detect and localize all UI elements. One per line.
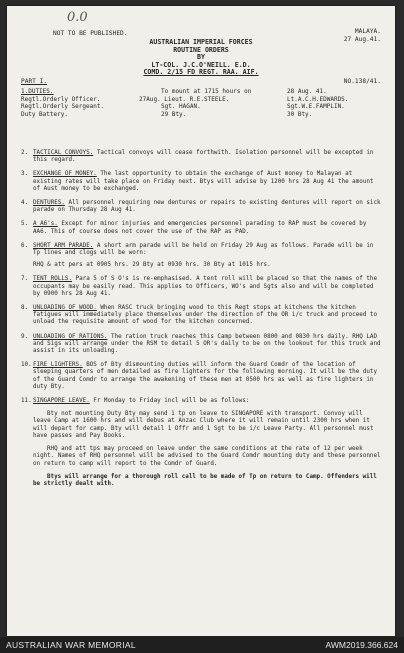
archive-footer <box>0 637 404 653</box>
duties-cell: 28 Aug. 41. <box>287 88 327 95</box>
duties-cell: Regtl.Orderly Officer. <box>21 95 101 103</box>
item-text: The ration truck reaches this Camp between 0800 and 0830 hrs daily. RHQ LAD and Sigs will arrange under the RSM to detail 5 OR's daily to be on the lookout for this truck and assist in its unloading. <box>33 333 381 355</box>
duties-cell: 1.DUTIES. <box>21 88 54 95</box>
heading-line-1: AUSTRALIAN IMPERIAL FORCES <box>149 38 253 46</box>
document-page <box>7 6 395 636</box>
duties-table <box>21 88 381 118</box>
item-title: UNLOADING OF RATIONS. <box>33 333 108 340</box>
archive-id: AWM2019.366.624 <box>325 640 398 650</box>
duties-cell: Regtl.Orderly Sergeant. <box>21 103 105 111</box>
duties-cell: To mount at 1715 hours on <box>161 88 252 95</box>
order-item <box>21 305 383 327</box>
item-text: When RASC truck bringing wood to this Regt stops at kitchens the kitchen fatigues will immediately place themselves under the direction of the OR i/c truck and proceed to unload the requisite amount of wood for the kitchen concerned. <box>33 305 378 326</box>
duties-cell: Duty Battery. <box>21 110 68 118</box>
order-number: NO.138/41. <box>343 78 381 85</box>
date: 27 Aug.41. <box>343 36 381 43</box>
part-label: PART I. <box>21 78 48 85</box>
item-title: TACTICAL CONVOYS. <box>33 150 94 156</box>
item-paragraph: RHQ and att tps may proceed on leave under the same conditions at the rate of 12 per week night. Names of RHQ personnel will be advised to the Guard Comdr mounting duty and these personnel on return to camp will report to the Comdr of Guard. <box>33 446 381 467</box>
item-title: UNLOADING OF WOOD. <box>33 305 97 312</box>
item-number: 7. <box>21 276 29 283</box>
duties-row <box>21 96 381 104</box>
item-number: 10. <box>21 362 32 369</box>
item-text: Fr Monday to Friday incl will be as follows: <box>89 398 250 405</box>
place: MALAYA. <box>354 28 381 35</box>
order-item <box>21 171 383 193</box>
item-paragraph: Bty not mounting Duty Bty may send 1 tp on leave to SINGAPORE with transport. Convoy will leave Camp at 1600 hrs and will debus at Anzac Club where it will remain until 2300 hrs when it will depart for camp. Bty will detail 1 Offr and 1 Sgt to be i/c Leave Party. All personnel must have passes and Pay Books. <box>33 411 374 439</box>
item-title: SINGAPORE LEAVE. <box>33 398 90 405</box>
item-number: 5. <box>21 221 29 228</box>
heading-line-3: BY <box>197 53 205 62</box>
item-title: EXCHANGE OF MONEY. <box>33 171 97 178</box>
handwritten-note: 0.0 <box>67 10 88 25</box>
item-text: Except for minor injuries and emergencies personnel parading to RAP must be covered by AA6. This of course does not cover the use of the RAP as PAD. <box>33 221 367 235</box>
item-text: Tactical convoys will cease forthwith. Isolation personnel will be excepted in this regard. <box>33 150 374 164</box>
item-number: 4. <box>21 200 29 207</box>
not-published-notice: NOT TO BE PUBLISHED. <box>53 30 128 37</box>
item-title: FIRE LIGHTERS. <box>33 362 83 369</box>
duties-cell: Sgt. HAGAN. <box>161 103 201 111</box>
item-text: All personnel requiring new dentures or repairs to existing dentures will report on sick parade on Thursday 28 Aug 41. <box>33 200 381 214</box>
heading-line-4: LT-COL. J.C.O'NEILL. E.D. <box>151 60 251 69</box>
duties-cell: 27Aug. Lieut. R.E.STEELE. <box>139 95 230 103</box>
order-item <box>21 398 383 488</box>
order-item <box>21 334 383 356</box>
duties-row <box>21 88 381 96</box>
duties-cell: Sgt.W.E.FAMPLIN. <box>287 103 345 111</box>
item-title: TENT ROLLS. <box>33 276 73 283</box>
archive-name: AUSTRALIAN WAR MEMORIAL <box>6 640 136 650</box>
duties-cell: 30 Bty. <box>287 110 313 118</box>
item-text: A short arm parade will be held on Friday 29 Aug as follows. Parade will be in Tp lines and clogs will be worn: <box>33 242 374 257</box>
item-number: 8. <box>21 305 29 312</box>
order-item <box>21 243 383 270</box>
duties-row <box>21 103 381 111</box>
item-text: BOS of Bty dismounting duties will inform the Guard Comdr of the location of sleeping quarters of men detailed as fire lighters for the following morning. It will be the duty of the Guard Comdr to arrange the awakening of these men at 0500 hrs as well as fire lighters in duty Bty. <box>33 362 378 390</box>
item-number: 9. <box>21 333 29 340</box>
item-number: 11. <box>21 398 32 405</box>
item-text: Para 5 of S O's is re-emphasised. A tent roll will be placed so that the names of the occupants may be easily read. This applies to Officers, WO's and Sgts also and will be completed by 0900 hrs 28 Aug 41. <box>33 276 378 297</box>
item-title: DENTURES. <box>33 200 65 207</box>
item-number: 2. <box>21 150 29 156</box>
item-text: The last opportunity to obtain the exchange of Aust money to Malayan at existing rates will take place on Friday next. Btys will advise by 1200 hrs 28 Aug 41 the amount of Aust money to be exchanged. <box>33 171 374 192</box>
document-heading <box>7 39 395 77</box>
item-schedule: RHQ & att pers at 0905 hrs. 29 Bty at 0930 hrs. 30 Bty at 1015 hrs. <box>33 262 271 269</box>
duties-cell: 29 Bty. <box>161 110 187 118</box>
order-item <box>21 150 383 164</box>
order-item <box>21 200 383 214</box>
order-item <box>21 221 383 235</box>
item-title: SHORT ARM PARADE. <box>33 242 94 249</box>
heading-line-5: COMD. 2/15 FD REGT. RAA. AIF. <box>143 68 259 77</box>
order-item <box>21 276 383 298</box>
item-title: A A6's. <box>33 221 58 228</box>
duties-row <box>21 111 381 119</box>
order-item <box>21 362 383 391</box>
order-items <box>21 150 383 495</box>
heading-line-2: ROUTINE ORDERS <box>173 45 229 54</box>
duties-cell: Lt.A.C.H.EDWARDS. <box>287 95 349 103</box>
item-number: 6. <box>21 242 29 249</box>
item-paragraph: Btys will arrange for a thorough roll call to be made of Tp on return to Camp. Offenders will be strictly dealt with. <box>33 473 377 487</box>
item-number: 3. <box>21 171 29 178</box>
